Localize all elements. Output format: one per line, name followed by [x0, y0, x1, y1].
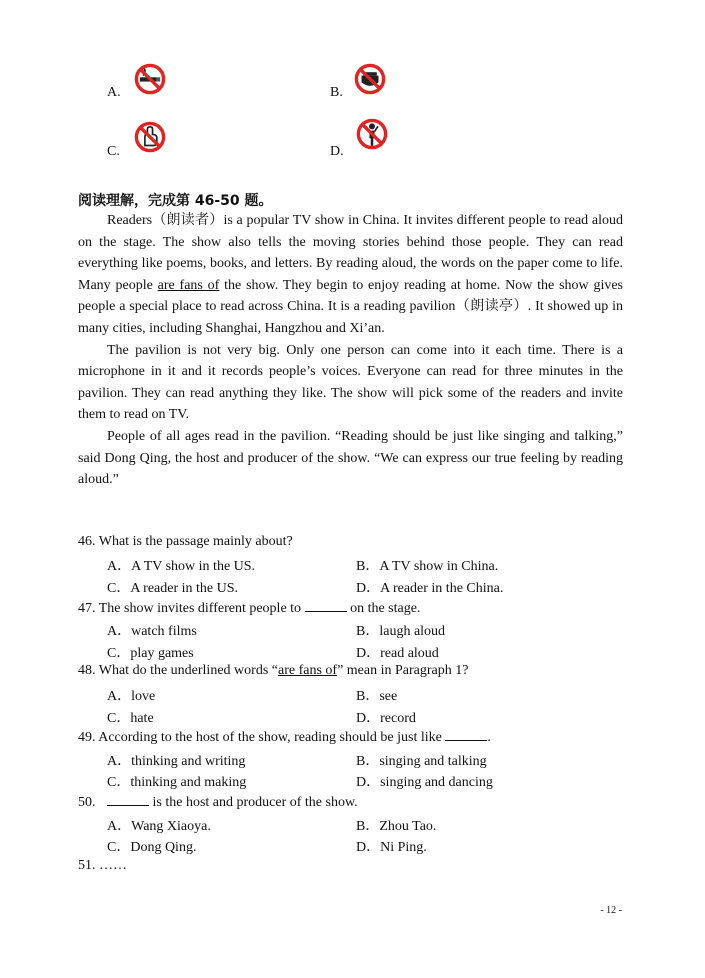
paragraph-1-text-a: Readers（朗读者）is a popular TV show in China. It invites different people to read aloud on the stage. The show also tells the moving stories behind those people. They can read everything like poems, books, and letters. By reading aloud, the words on the paper come to life. Many people — [78, 213, 623, 293]
q46-option-c: C．A reader in the US. — [107, 581, 239, 596]
option-b-letter: B. — [330, 85, 343, 100]
page-number: - 12 - — [600, 905, 622, 916]
q47-option-b: B．laugh aloud — [356, 624, 446, 639]
q49-option-d: D．singing and dancing — [356, 775, 493, 790]
q49-option-c: C．thinking and making — [107, 775, 247, 790]
option-d-letter: D. — [330, 144, 344, 159]
question-number: 49. — [78, 730, 96, 745]
underlined-words: are fans of — [157, 277, 220, 293]
question-number: 51. — [78, 858, 96, 873]
q49-option-a: A．thinking and writing — [107, 754, 246, 769]
q48-option-c: C．hate — [107, 711, 154, 726]
question-text-a: What do the underlined words “ — [98, 663, 278, 678]
option-a-letter: A. — [107, 85, 121, 100]
q50-option-b: B．Zhou Tao. — [356, 819, 437, 834]
answer-blank — [445, 728, 487, 741]
q47-option-d: D．read aloud — [356, 646, 439, 661]
question-51 — [78, 858, 127, 874]
question-50 — [78, 793, 358, 811]
q47-option-c: C．play games — [107, 646, 194, 661]
question-text-b: on the stage. — [346, 601, 421, 616]
question-underlined-words: are fans of — [277, 663, 338, 678]
passage-paragraph-1 — [78, 210, 623, 340]
q49-option-b: B．singing and talking — [356, 754, 487, 769]
q50-option-c: C．Dong Qing. — [107, 840, 197, 855]
passage-paragraph-3: People of all ages read in the pavilion. “Reading should be just like singing and talking,” said Dong Qing, the host and producer of the show. “We can express our true feeling by reading aloud.” — [78, 428, 623, 488]
passage — [78, 210, 623, 491]
no-food-sign-icon — [353, 62, 387, 96]
question-48 — [78, 663, 468, 679]
question-text-b: ” mean in Paragraph 1? — [337, 663, 469, 678]
paragraph-1-text-b: the show. They begin to enjoy reading at home. Now the show gives people a special place to read across China. It is a reading pavilion（朗读亭）. It showed up in many cities, including Shanghai, Hangzhou and Xi’an. — [78, 277, 623, 336]
answer-blank — [107, 793, 149, 806]
q50-option-d: D．Ni Ping. — [356, 840, 427, 855]
q46-option-a: A．A TV show in the US. — [107, 559, 256, 574]
answer-blank — [305, 599, 347, 612]
question-47 — [78, 599, 420, 617]
q47-option-a: A．watch films — [107, 624, 197, 639]
question-number: 50. — [78, 795, 96, 810]
q46-option-d: D．A reader in the China. — [356, 581, 504, 596]
question-text-a: According to the host of the show, reading should be just like — [98, 730, 446, 745]
q50-option-a: A．Wang Xiaoya. — [107, 819, 211, 834]
no-smoking-sign-icon — [133, 62, 167, 96]
q46-option-b: B．A TV show in China. — [356, 559, 499, 574]
option-c-letter: C. — [107, 144, 120, 159]
question-number: 47. — [78, 601, 96, 616]
q48-option-a: A．love — [107, 689, 156, 704]
question-text: …… — [99, 858, 127, 873]
passage-paragraph-2: The pavilion is not very big. Only one person can come into it each time. There is a microphone in it and it records people’s voices. Everyone can read for three minutes in the pavilion. They can read anything they like. The show will pick some of the readers and invite them to read on TV. — [78, 342, 623, 423]
no-touching-sign-icon — [133, 120, 167, 154]
question-49 — [78, 728, 491, 746]
no-standing-sign-icon — [355, 117, 389, 151]
question-text-b: is the host and producer of the show. — [149, 795, 358, 810]
section-heading: 阅读理解，完成第 46-50 题。 — [78, 193, 273, 209]
question-text: What is the passage mainly about? — [98, 534, 293, 549]
question-number: 46. — [78, 534, 96, 549]
question-46 — [78, 534, 293, 550]
q48-option-b: B．see — [356, 689, 398, 704]
question-text-b: . — [487, 730, 491, 745]
q48-option-d: D．record — [356, 711, 416, 726]
question-number: 48. — [78, 663, 96, 678]
question-text-a: The show invites different people to — [98, 601, 305, 616]
